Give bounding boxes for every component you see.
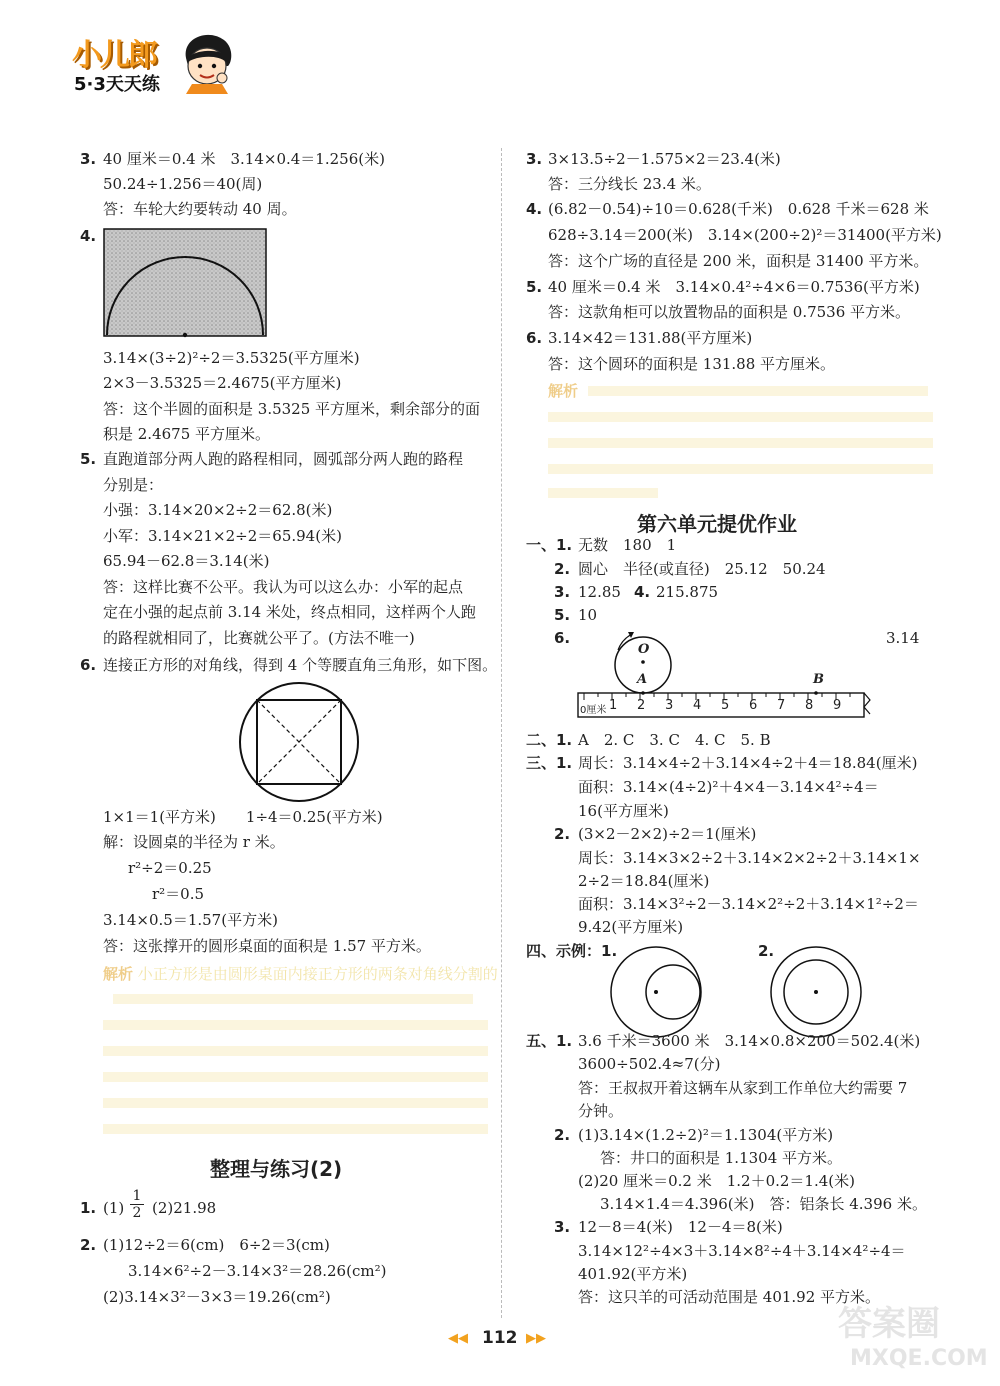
problem-number: 4. — [634, 583, 651, 601]
logo — [70, 30, 230, 94]
semicircle-figure — [103, 228, 267, 338]
text-line: 面积：3.14×3²÷2－3.14×2²÷2＋3.14×1²÷2＝ — [578, 895, 919, 913]
problem-number: 1. — [80, 1199, 97, 1217]
problem-number: 5. — [80, 450, 97, 468]
section-number: 一、1. — [526, 536, 573, 554]
text-line: 答：这款角柜可以放置物品的面积是 0.7536 平方米。 — [548, 303, 911, 321]
text-line: 16(平方厘米) — [578, 802, 669, 820]
inner-tangent-circles-figure — [608, 944, 704, 1040]
section-number: 五、1. — [526, 1032, 573, 1050]
section-title: 整理与练习(2) — [210, 1157, 343, 1181]
faded-analysis — [103, 963, 498, 984]
faded-analysis-lines — [103, 992, 488, 1142]
tick-label: 8 — [805, 698, 814, 713]
column-divider — [501, 148, 502, 1318]
text-line: 3600÷502.4≈7(分) — [578, 1055, 721, 1073]
text-line: 答：这只羊的可活动范围是 401.92 平方米。 — [578, 1288, 881, 1306]
text-line: 小强：3.14×20×2÷2＝62.8(米) — [103, 501, 333, 519]
answer-text: 12.85 — [578, 583, 621, 601]
tick-label: 2 — [637, 698, 646, 713]
concentric-circles-figure — [768, 944, 864, 1040]
text-line: (1)12÷2＝6(cm) 6÷2＝3(cm) — [103, 1236, 330, 1254]
text-line: 65.94－62.8＝3.14(米) — [103, 552, 270, 570]
logo-title: 小儿郎 — [72, 38, 156, 73]
tick-label: 6 — [749, 698, 758, 713]
text-line: 1×1＝1(平方米) 1÷4＝0.25(平方米) — [103, 808, 383, 826]
text-line: 3×13.5÷2－1.575×2＝23.4(米) — [548, 150, 781, 168]
problem-number: 2. — [554, 1126, 571, 1144]
page-number: 112 — [482, 1328, 518, 1348]
answer-text: 圆心 半径(或直径) 25.12 50.24 — [578, 560, 826, 578]
text-line: 答：这个圆环的面积是 131.88 平方厘米。 — [548, 355, 836, 373]
text-line: 答：井口的面积是 1.1304 平方米。 — [600, 1149, 843, 1167]
problem-number: 2. — [80, 1236, 97, 1254]
text-line: 3.14×6²÷2－3.14×3²＝28.26(cm²) — [128, 1262, 387, 1280]
text-line: 3.14×1.4＝4.396(米) 答：铝条长 4.396 米。 — [600, 1195, 927, 1213]
text-line: 3.6 千米＝3600 米 3.14×0.8×200＝502.4(米) — [578, 1032, 921, 1050]
text-line: 小军：3.14×21×2÷2＝65.94(米) — [103, 527, 342, 545]
next-page-arrow-icon: ▶▶ — [526, 1331, 546, 1346]
text-line: 分钟。 — [578, 1102, 624, 1120]
text-line: (2)20 厘米＝0.2 米 1.2＋0.2＝1.4(米) — [578, 1172, 855, 1190]
text-line: 答：这张撑开的圆形桌面的面积是 1.57 平方米。 — [103, 937, 431, 955]
fraction-numerator: 1 — [130, 1188, 144, 1205]
text-line: 直跑道部分两人跑的路程相同，圆弧部分两人跑的路程 — [103, 450, 464, 468]
answer-text: 10 — [578, 606, 598, 624]
text-line: 答：王叔叔开着这辆车从家到工作单位大约需要 7 — [578, 1079, 908, 1097]
analysis-label: 解析 — [548, 382, 579, 400]
text-line: 周长：3.14×3×2÷2＋3.14×2×2÷2＋3.14×1× — [578, 849, 921, 867]
equation-line: r²＝0.5 — [152, 885, 205, 903]
problem-number: 5. — [526, 278, 543, 296]
text-line: 401.92(平方米) — [578, 1265, 688, 1283]
problem-number: 2. — [554, 825, 571, 843]
text-line: (1)3.14×(1.2÷2)²＝1.1304(平方米) — [578, 1126, 834, 1144]
section-label: 四、示例：1. — [526, 942, 618, 960]
problem-number: 4. — [80, 227, 97, 245]
text-line: 40 厘米＝0.4 米 3.14×0.4²÷4×6＝0.7536(平方米) — [548, 278, 920, 296]
problem-number: 2. — [554, 560, 571, 578]
text-line: 3.14×0.5＝1.57(平方米) — [103, 911, 278, 929]
text-line: 解：设圆桌的半径为 r 米。 — [103, 833, 285, 851]
text-line: 答：这个半圆的面积是 3.5325 平方厘米，剩余部分的面 — [103, 400, 481, 418]
text-line: 3.14×(3÷2)²÷2＝3.5325(平方厘米) — [103, 349, 360, 367]
watermark-logo: 答案圈 — [838, 1304, 940, 1344]
logo-subtitle: 5·3天天练 — [74, 74, 160, 95]
tick-label: 7 — [777, 698, 786, 713]
answer-text: A 2. C 3. C 4. C 5. B — [578, 731, 771, 749]
text-line: 周长：3.14×4÷2＋3.14×4÷2＋4＝18.84(厘米) — [578, 754, 918, 772]
tick-label: 3 — [665, 698, 674, 713]
fraction — [130, 1188, 144, 1221]
text-line: (2)3.14×3²－3×3＝19.26(cm²) — [103, 1288, 331, 1306]
circle-square-figure — [237, 680, 361, 804]
boy-mascot-icon — [178, 32, 236, 94]
text-line: 分别是： — [103, 476, 164, 494]
text-line: 答：这样比赛不公平。我认为可以这么办：小军的起点 — [103, 578, 464, 596]
page-footer — [448, 1328, 558, 1350]
text-line: (3×2－2×2)÷2＝1(厘米) — [578, 825, 757, 843]
analysis-label: 解析 — [103, 965, 134, 983]
tick-label: 5 — [721, 698, 730, 713]
text-line: 2÷2＝18.84(厘米) — [578, 872, 710, 890]
answer-text: 3.14 — [886, 629, 920, 647]
section-number: 三、1. — [526, 754, 573, 772]
text-line: 定在小强的起点前 3.14 米处，终点相同，这样两个人跑 — [103, 603, 476, 621]
problem-number: 3. — [554, 583, 571, 601]
problem-number: 3. — [80, 150, 97, 168]
tick-label: 4 — [693, 698, 702, 713]
analysis-text: 小正方形是由圆形桌面内接正方形的两条对角线分割的 — [137, 965, 498, 983]
watermark-url: MXQE.COM — [850, 1346, 988, 1371]
ruler-zero-label: 0厘米 — [580, 705, 607, 716]
text-line: 答：车轮大约要转动 40 周。 — [103, 200, 297, 218]
answer-text: 215.875 — [656, 583, 719, 601]
problem-number: 6. — [526, 329, 543, 347]
problem-number: 3. — [554, 1218, 571, 1236]
text-line: 答：三分线长 23.4 米。 — [548, 175, 711, 193]
tick-label: 1 — [609, 698, 618, 713]
text-line: 628÷3.14＝200(米) 3.14×(200÷2)²＝31400(平方米) — [548, 226, 942, 244]
text-line: 积是 2.4675 平方厘米。 — [103, 425, 271, 443]
point-b-label: B — [813, 672, 824, 687]
text-line: 的路程就相同了，比赛就公平了。(方法不唯一) — [103, 629, 415, 647]
equation-line: r²÷2＝0.25 — [128, 859, 212, 877]
text-line: 连接正方形的对角线，得到 4 个等腰直角三角形，如下图。 — [103, 656, 498, 674]
answer-part: (1) — [103, 1199, 125, 1217]
text-line: 3.14×42＝131.88(平方厘米) — [548, 329, 753, 347]
text-line: 答：这个广场的直径是 200 米，面积是 31400 平方米。 — [548, 252, 929, 270]
problem-number: 2. — [758, 942, 775, 960]
text-line: 2×3－3.5325＝2.4675(平方厘米) — [103, 374, 342, 392]
text-line: (6.82－0.54)÷10＝0.628(千米) 0.628 千米＝628 米 — [548, 200, 929, 218]
section-title: 第六单元提优作业 — [637, 512, 797, 536]
text-line: 12－8＝4(米) 12－4＝8(米) — [578, 1218, 783, 1236]
point-a-label: A — [637, 672, 648, 687]
problem-number: 4. — [526, 200, 543, 218]
answer-part: (2)21.98 — [152, 1199, 217, 1217]
tick-label: 9 — [833, 698, 842, 713]
prev-page-arrow-icon: ◀◀ — [448, 1331, 468, 1346]
problem-number: 6. — [554, 629, 571, 647]
text-line: 40 厘米＝0.4 米 3.14×0.4＝1.256(米) — [103, 150, 385, 168]
text-line: 9.42(平方厘米) — [578, 918, 684, 936]
problem-number: 5. — [554, 606, 571, 624]
section-number: 二、1. — [526, 731, 573, 749]
problem-number: 6. — [80, 656, 97, 674]
faded-analysis-lines — [548, 386, 933, 496]
fraction-denominator: 2 — [132, 1205, 142, 1221]
circle-center-label: O — [638, 642, 650, 657]
text-line: 50.24÷1.256＝40(周) — [103, 175, 263, 193]
problem-number: 3. — [526, 150, 543, 168]
text-line: 3.14×12²÷4×3＋3.14×8²÷4＋3.14×4²÷4＝ — [578, 1242, 906, 1260]
text-line: 面积：3.14×(4÷2)²＋4×4－3.14×4²÷4＝ — [578, 778, 879, 796]
answer-text: 无数 180 1 — [578, 536, 677, 554]
